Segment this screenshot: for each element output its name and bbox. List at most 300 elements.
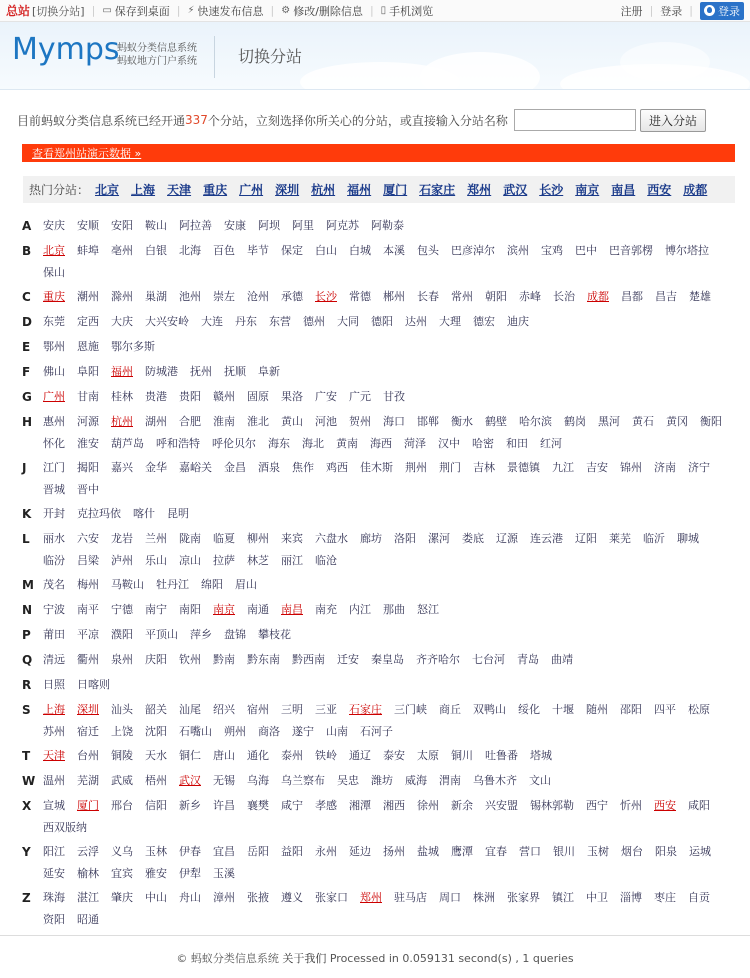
city-link[interactable]: 淮南 <box>213 415 235 428</box>
city-link[interactable]: 阿克苏 <box>326 219 359 232</box>
city-link[interactable]: 盐城 <box>417 845 439 858</box>
city-link[interactable]: 喀什 <box>133 507 155 520</box>
city-link[interactable]: 南阳 <box>179 603 201 616</box>
city-link[interactable]: 阿坝 <box>258 219 280 232</box>
city-link[interactable]: 唐山 <box>213 749 235 762</box>
city-link[interactable]: 赣州 <box>213 390 235 403</box>
city-link[interactable]: 秦皇岛 <box>371 653 404 666</box>
city-link[interactable]: 营口 <box>519 845 541 858</box>
city-link[interactable]: 三亚 <box>315 703 337 716</box>
city-link[interactable]: 吉安 <box>586 461 608 474</box>
city-link[interactable]: 南充 <box>315 603 337 616</box>
city-link[interactable]: 大理 <box>439 315 461 328</box>
city-link[interactable]: 沧州 <box>247 290 269 303</box>
city-link[interactable]: 莱芜 <box>609 532 631 545</box>
city-link[interactable]: 重庆 <box>43 290 65 303</box>
city-link[interactable]: 安康 <box>224 219 246 232</box>
city-link[interactable]: 商丘 <box>439 703 461 716</box>
city-link[interactable]: 惠州 <box>43 415 65 428</box>
city-link[interactable]: 黔南 <box>213 653 235 666</box>
city-link[interactable]: 安顺 <box>77 219 99 232</box>
city-link[interactable]: 定西 <box>77 315 99 328</box>
city-link[interactable]: 北海 <box>179 244 201 257</box>
city-link[interactable]: 鞍山 <box>145 219 167 232</box>
city-link[interactable]: 莆田 <box>43 628 65 641</box>
city-link[interactable]: 文山 <box>529 774 551 787</box>
city-link[interactable]: 延边 <box>349 845 371 858</box>
hot-site-link[interactable]: 广州 <box>239 183 264 197</box>
city-link[interactable]: 玉溪 <box>213 867 235 880</box>
city-link[interactable]: 黑河 <box>598 415 620 428</box>
city-link[interactable]: 天津 <box>43 749 65 762</box>
city-link[interactable]: 阜新 <box>258 365 280 378</box>
city-link[interactable]: 齐齐哈尔 <box>416 653 460 666</box>
city-link[interactable]: 广安 <box>315 390 337 403</box>
city-link[interactable]: 贵港 <box>145 390 167 403</box>
city-link[interactable]: 永州 <box>315 845 337 858</box>
city-link[interactable]: 白山 <box>315 244 337 257</box>
city-link[interactable]: 吉林 <box>473 461 495 474</box>
city-link[interactable]: 河池 <box>315 415 337 428</box>
city-link[interactable]: 商洛 <box>258 725 280 738</box>
city-link[interactable]: 中卫 <box>586 891 608 904</box>
city-link[interactable]: 长沙 <box>315 290 337 303</box>
city-link[interactable]: 梅州 <box>77 578 99 591</box>
city-link[interactable]: 黔西南 <box>292 653 325 666</box>
city-link[interactable]: 景德镇 <box>507 461 540 474</box>
city-link[interactable]: 襄樊 <box>247 799 269 812</box>
city-link[interactable]: 锦州 <box>620 461 642 474</box>
city-link[interactable]: 济宁 <box>688 461 710 474</box>
city-link[interactable]: 郑州 <box>360 891 382 904</box>
city-link[interactable]: 玉林 <box>145 845 167 858</box>
city-link[interactable]: 果洛 <box>281 390 303 403</box>
city-link[interactable]: 遵义 <box>281 891 303 904</box>
city-link[interactable]: 台州 <box>77 749 99 762</box>
city-link[interactable]: 迪庆 <box>507 315 529 328</box>
city-link[interactable]: 宝鸡 <box>541 244 563 257</box>
city-link[interactable]: 龙岩 <box>111 532 133 545</box>
city-link[interactable]: 白银 <box>145 244 167 257</box>
city-link[interactable]: 怒江 <box>417 603 439 616</box>
city-link[interactable]: 昌都 <box>621 290 643 303</box>
city-link[interactable]: 通辽 <box>349 749 371 762</box>
city-link[interactable]: 西双版纳 <box>43 821 87 834</box>
city-link[interactable]: 鄂尔多斯 <box>111 340 155 353</box>
hot-site-link[interactable]: 天津 <box>167 183 192 197</box>
city-link[interactable]: 厦门 <box>77 799 99 812</box>
city-link[interactable]: 常德 <box>349 290 371 303</box>
hot-site-link[interactable]: 杭州 <box>311 183 336 197</box>
city-link[interactable]: 益阳 <box>281 845 303 858</box>
hot-site-link[interactable]: 重庆 <box>203 183 228 197</box>
demo-link[interactable]: 查看郑州站演示数据 » <box>32 147 142 160</box>
city-link[interactable]: 保山 <box>43 266 65 279</box>
city-link[interactable]: 汕尾 <box>179 703 201 716</box>
city-link[interactable]: 通化 <box>247 749 269 762</box>
city-link[interactable]: 赤峰 <box>519 290 541 303</box>
city-link[interactable]: 宁波 <box>43 603 65 616</box>
city-link[interactable]: 德宏 <box>473 315 495 328</box>
city-link[interactable]: 三明 <box>281 703 303 716</box>
city-link[interactable]: 朔州 <box>224 725 246 738</box>
city-link[interactable]: 六安 <box>77 532 99 545</box>
hot-site-link[interactable]: 厦门 <box>383 183 408 197</box>
city-link[interactable]: 嘉兴 <box>111 461 133 474</box>
city-link[interactable]: 曲靖 <box>551 653 573 666</box>
city-link[interactable]: 河源 <box>77 415 99 428</box>
city-link[interactable]: 崇左 <box>213 290 235 303</box>
city-link[interactable]: 九江 <box>552 461 574 474</box>
city-link[interactable]: 克拉玛依 <box>77 507 121 520</box>
hot-site-link[interactable]: 郑州 <box>467 183 492 197</box>
city-link[interactable]: 三门峡 <box>394 703 427 716</box>
city-link[interactable]: 茂名 <box>43 578 65 591</box>
city-link[interactable]: 鹤岗 <box>564 415 586 428</box>
hot-site-link[interactable]: 福州 <box>347 183 372 197</box>
city-link[interactable]: 泸州 <box>111 554 133 567</box>
city-link[interactable]: 安阳 <box>111 219 133 232</box>
city-link[interactable]: 湘西 <box>383 799 405 812</box>
city-link[interactable]: 恩施 <box>77 340 99 353</box>
city-link[interactable]: 佳木斯 <box>360 461 393 474</box>
city-link[interactable]: 南京 <box>213 603 235 616</box>
city-link[interactable]: 乌鲁木齐 <box>473 774 517 787</box>
city-link[interactable]: 焦作 <box>292 461 314 474</box>
city-link[interactable]: 宜春 <box>485 845 507 858</box>
city-link[interactable]: 镇江 <box>552 891 574 904</box>
logo[interactable]: Mymps <box>12 32 120 67</box>
city-link[interactable]: 贺州 <box>349 415 371 428</box>
city-link[interactable]: 济南 <box>654 461 676 474</box>
city-link[interactable]: 大连 <box>201 315 223 328</box>
city-link[interactable]: 长治 <box>553 290 575 303</box>
city-link[interactable]: 西安 <box>654 799 676 812</box>
city-link[interactable]: 黄南 <box>336 437 358 450</box>
city-link[interactable]: 日照 <box>43 678 65 691</box>
city-link[interactable]: 兴安盟 <box>485 799 518 812</box>
city-link[interactable]: 黄冈 <box>666 415 688 428</box>
enter-site-button[interactable]: 进入分站 <box>640 109 706 132</box>
city-link[interactable]: 海口 <box>383 415 405 428</box>
site-name-input[interactable] <box>514 109 636 131</box>
city-link[interactable]: 信阳 <box>145 799 167 812</box>
register-link[interactable]: 注册 <box>620 4 643 18</box>
city-link[interactable]: 西宁 <box>586 799 608 812</box>
city-link[interactable]: 辽源 <box>496 532 518 545</box>
city-link[interactable]: 那曲 <box>383 603 405 616</box>
city-link[interactable]: 张家界 <box>507 891 540 904</box>
city-link[interactable]: 兰州 <box>145 532 167 545</box>
city-link[interactable]: 临沧 <box>315 554 337 567</box>
city-link[interactable]: 长春 <box>417 290 439 303</box>
city-link[interactable]: 达州 <box>405 315 427 328</box>
city-link[interactable]: 宁德 <box>111 603 133 616</box>
city-link[interactable]: 伊春 <box>179 845 201 858</box>
city-link[interactable]: 广州 <box>43 390 65 403</box>
city-link[interactable]: 昌吉 <box>655 290 677 303</box>
city-link[interactable]: 七台河 <box>472 653 505 666</box>
city-link[interactable]: 中山 <box>145 891 167 904</box>
city-link[interactable]: 庆阳 <box>145 653 167 666</box>
city-link[interactable]: 潍坊 <box>371 774 393 787</box>
city-link[interactable]: 铜川 <box>451 749 473 762</box>
city-link[interactable]: 贵阳 <box>179 390 201 403</box>
city-link[interactable]: 塔城 <box>530 749 552 762</box>
city-link[interactable]: 巴音郭楞 <box>609 244 653 257</box>
city-link[interactable]: 鸡西 <box>326 461 348 474</box>
city-link[interactable]: 汕头 <box>111 703 133 716</box>
city-link[interactable]: 阳江 <box>43 845 65 858</box>
city-link[interactable]: 枣庄 <box>654 891 676 904</box>
hot-site-link[interactable]: 上海 <box>131 183 156 197</box>
hot-site-link[interactable]: 长沙 <box>539 183 564 197</box>
city-link[interactable]: 韶关 <box>145 703 167 716</box>
city-link[interactable]: 洛阳 <box>394 532 416 545</box>
city-link[interactable]: 延安 <box>43 867 65 880</box>
city-link[interactable]: 保定 <box>281 244 303 257</box>
city-link[interactable]: 海东 <box>268 437 290 450</box>
city-link[interactable]: 昆明 <box>167 507 189 520</box>
city-link[interactable]: 淮北 <box>247 415 269 428</box>
city-link[interactable]: 巴彦淖尔 <box>451 244 495 257</box>
top-link-2[interactable] <box>188 3 264 19</box>
city-link[interactable]: 石家庄 <box>349 703 382 716</box>
city-link[interactable]: 临夏 <box>213 532 235 545</box>
city-link[interactable]: 石河子 <box>360 725 393 738</box>
city-link[interactable]: 漳州 <box>213 891 235 904</box>
city-link[interactable]: 揭阳 <box>77 461 99 474</box>
city-link[interactable]: 湘潭 <box>349 799 371 812</box>
city-link[interactable]: 无锡 <box>213 774 235 787</box>
city-link[interactable]: 海北 <box>302 437 324 450</box>
hot-site-link[interactable]: 石家庄 <box>419 183 456 197</box>
city-link[interactable]: 淄博 <box>620 891 642 904</box>
city-link[interactable]: 宣城 <box>43 799 65 812</box>
city-link[interactable]: 承德 <box>281 290 303 303</box>
city-link[interactable]: 丽水 <box>43 532 65 545</box>
city-link[interactable]: 开封 <box>43 507 65 520</box>
city-link[interactable]: 忻州 <box>620 799 642 812</box>
city-link[interactable]: 滨州 <box>507 244 529 257</box>
city-link[interactable]: 濮阳 <box>111 628 133 641</box>
city-link[interactable]: 乐山 <box>145 554 167 567</box>
city-link[interactable]: 绍兴 <box>213 703 235 716</box>
hot-site-link[interactable]: 武汉 <box>503 183 528 197</box>
city-link[interactable]: 新乡 <box>179 799 201 812</box>
city-link[interactable]: 运城 <box>689 845 711 858</box>
city-link[interactable]: 黄石 <box>632 415 654 428</box>
city-link[interactable]: 平凉 <box>77 628 99 641</box>
city-link[interactable]: 丽江 <box>281 554 303 567</box>
city-link[interactable]: 广元 <box>349 390 371 403</box>
city-link[interactable]: 东营 <box>269 315 291 328</box>
hot-site-link[interactable]: 成都 <box>683 183 708 197</box>
city-link[interactable]: 白城 <box>349 244 371 257</box>
city-link[interactable]: 随州 <box>586 703 608 716</box>
city-link[interactable]: 朝阳 <box>485 290 507 303</box>
city-link[interactable]: 大同 <box>337 315 359 328</box>
city-link[interactable]: 新余 <box>451 799 473 812</box>
city-link[interactable]: 金华 <box>145 461 167 474</box>
top-link-4[interactable] <box>381 3 434 19</box>
city-link[interactable]: 乌兰察布 <box>281 774 325 787</box>
hot-site-link[interactable]: 南京 <box>575 183 600 197</box>
city-link[interactable]: 吕梁 <box>77 554 99 567</box>
city-link[interactable]: 固原 <box>247 390 269 403</box>
city-link[interactable]: 松原 <box>688 703 710 716</box>
city-link[interactable]: 来宾 <box>281 532 303 545</box>
city-link[interactable]: 毕节 <box>247 244 269 257</box>
city-link[interactable]: 天水 <box>145 749 167 762</box>
city-link[interactable]: 芜湖 <box>77 774 99 787</box>
city-link[interactable]: 本溪 <box>383 244 405 257</box>
city-link[interactable]: 成都 <box>587 290 609 303</box>
city-link[interactable]: 常州 <box>451 290 473 303</box>
city-link[interactable]: 呼和浩特 <box>156 437 200 450</box>
city-link[interactable]: 南昌 <box>281 603 303 616</box>
city-link[interactable]: 聊城 <box>677 532 699 545</box>
city-link[interactable]: 张掖 <box>247 891 269 904</box>
city-link[interactable]: 武汉 <box>179 774 201 787</box>
city-link[interactable]: 内江 <box>349 603 371 616</box>
city-link[interactable]: 哈密 <box>472 437 494 450</box>
city-link[interactable]: 萍乡 <box>190 628 212 641</box>
city-link[interactable]: 桂林 <box>111 390 133 403</box>
city-link[interactable]: 玉树 <box>587 845 609 858</box>
city-link[interactable]: 鹰潭 <box>451 845 473 858</box>
city-link[interactable]: 邢台 <box>111 799 133 812</box>
city-link[interactable]: 博尔塔拉 <box>665 244 709 257</box>
city-link[interactable]: 义乌 <box>111 845 133 858</box>
city-link[interactable]: 晋城 <box>43 483 65 496</box>
city-link[interactable]: 阳泉 <box>655 845 677 858</box>
city-link[interactable]: 嘉峪关 <box>179 461 212 474</box>
city-link[interactable]: 呼伦贝尔 <box>212 437 256 450</box>
city-link[interactable]: 梧州 <box>145 774 167 787</box>
city-link[interactable]: 珠海 <box>43 891 65 904</box>
city-link[interactable]: 大庆 <box>111 315 133 328</box>
qq-login-button[interactable] <box>700 2 744 20</box>
city-link[interactable]: 泰州 <box>281 749 303 762</box>
city-link[interactable]: 锡林郭勒 <box>530 799 574 812</box>
city-link[interactable]: 湖州 <box>145 415 167 428</box>
city-link[interactable]: 太原 <box>417 749 439 762</box>
city-link[interactable]: 邵阳 <box>620 703 642 716</box>
city-link[interactable]: 甘孜 <box>383 390 405 403</box>
switch-site-link[interactable]: [切换分站] <box>32 4 85 18</box>
city-link[interactable]: 宿州 <box>247 703 269 716</box>
city-link[interactable]: 舟山 <box>179 891 201 904</box>
city-link[interactable]: 资阳 <box>43 913 65 926</box>
city-link[interactable]: 泉州 <box>111 653 133 666</box>
city-link[interactable]: 大兴安岭 <box>145 315 189 328</box>
city-link[interactable]: 日喀则 <box>77 678 110 691</box>
city-link[interactable]: 绥化 <box>518 703 540 716</box>
city-link[interactable]: 北京 <box>43 244 65 257</box>
city-link[interactable]: 渭南 <box>439 774 461 787</box>
city-link[interactable]: 阿拉善 <box>179 219 212 232</box>
city-link[interactable]: 青岛 <box>517 653 539 666</box>
city-link[interactable]: 肇庆 <box>111 891 133 904</box>
city-link[interactable]: 辽阳 <box>575 532 597 545</box>
city-link[interactable]: 上海 <box>43 703 65 716</box>
city-link[interactable]: 阜阳 <box>77 365 99 378</box>
city-link[interactable]: 张家口 <box>315 891 348 904</box>
city-link[interactable]: 马鞍山 <box>111 578 144 591</box>
city-link[interactable]: 百色 <box>213 244 235 257</box>
city-link[interactable]: 六盘水 <box>315 532 348 545</box>
city-link[interactable]: 和田 <box>506 437 528 450</box>
city-link[interactable]: 南通 <box>247 603 269 616</box>
city-link[interactable]: 甘南 <box>77 390 99 403</box>
city-link[interactable]: 德州 <box>303 315 325 328</box>
city-link[interactable]: 沈阳 <box>145 725 167 738</box>
city-link[interactable]: 遂宁 <box>292 725 314 738</box>
city-link[interactable]: 菏泽 <box>404 437 426 450</box>
city-link[interactable]: 衢州 <box>77 653 99 666</box>
top-link-3[interactable] <box>281 3 363 19</box>
city-link[interactable]: 自贡 <box>688 891 710 904</box>
city-link[interactable]: 十堰 <box>552 703 574 716</box>
city-link[interactable]: 铜仁 <box>179 749 201 762</box>
city-link[interactable]: 福州 <box>111 365 133 378</box>
city-link[interactable]: 陇南 <box>179 532 201 545</box>
city-link[interactable]: 武威 <box>111 774 133 787</box>
city-link[interactable]: 葫芦岛 <box>111 437 144 450</box>
city-link[interactable]: 周口 <box>439 891 461 904</box>
city-link[interactable]: 四平 <box>654 703 676 716</box>
city-link[interactable]: 怀化 <box>43 437 65 450</box>
city-link[interactable]: 荆州 <box>405 461 427 474</box>
city-link[interactable]: 眉山 <box>235 578 257 591</box>
city-link[interactable]: 上饶 <box>111 725 133 738</box>
city-link[interactable]: 晋中 <box>77 483 99 496</box>
city-link[interactable]: 南平 <box>77 603 99 616</box>
city-link[interactable]: 南宁 <box>145 603 167 616</box>
city-link[interactable]: 深圳 <box>77 703 99 716</box>
top-link-1[interactable] <box>102 3 169 19</box>
city-link[interactable]: 淮安 <box>77 437 99 450</box>
hot-site-link[interactable]: 深圳 <box>275 183 300 197</box>
city-link[interactable]: 宜昌 <box>213 845 235 858</box>
city-link[interactable]: 海西 <box>370 437 392 450</box>
city-link[interactable]: 咸阳 <box>688 799 710 812</box>
city-link[interactable]: 雅安 <box>145 867 167 880</box>
city-link[interactable]: 林芝 <box>247 554 269 567</box>
city-link[interactable]: 绵阳 <box>201 578 223 591</box>
city-link[interactable]: 临汾 <box>43 554 65 567</box>
city-link[interactable]: 东莞 <box>43 315 65 328</box>
city-link[interactable]: 鹤壁 <box>485 415 507 428</box>
city-link[interactable]: 平顶山 <box>145 628 178 641</box>
city-link[interactable]: 榆林 <box>77 867 99 880</box>
city-link[interactable]: 吴忠 <box>337 774 359 787</box>
city-link[interactable]: 巴中 <box>575 244 597 257</box>
city-link[interactable]: 荆门 <box>439 461 461 474</box>
city-link[interactable]: 郴州 <box>383 290 405 303</box>
about-link[interactable]: 关于我们 <box>282 952 327 965</box>
city-link[interactable]: 双鸭山 <box>473 703 506 716</box>
city-link[interactable]: 牡丹江 <box>156 578 189 591</box>
city-link[interactable]: 宜宾 <box>111 867 133 880</box>
city-link[interactable]: 泰安 <box>383 749 405 762</box>
city-link[interactable]: 邯郸 <box>417 415 439 428</box>
city-link[interactable]: 滁州 <box>111 290 133 303</box>
city-link[interactable]: 银川 <box>553 845 575 858</box>
city-link[interactable]: 宿迁 <box>77 725 99 738</box>
city-link[interactable]: 石嘴山 <box>179 725 212 738</box>
